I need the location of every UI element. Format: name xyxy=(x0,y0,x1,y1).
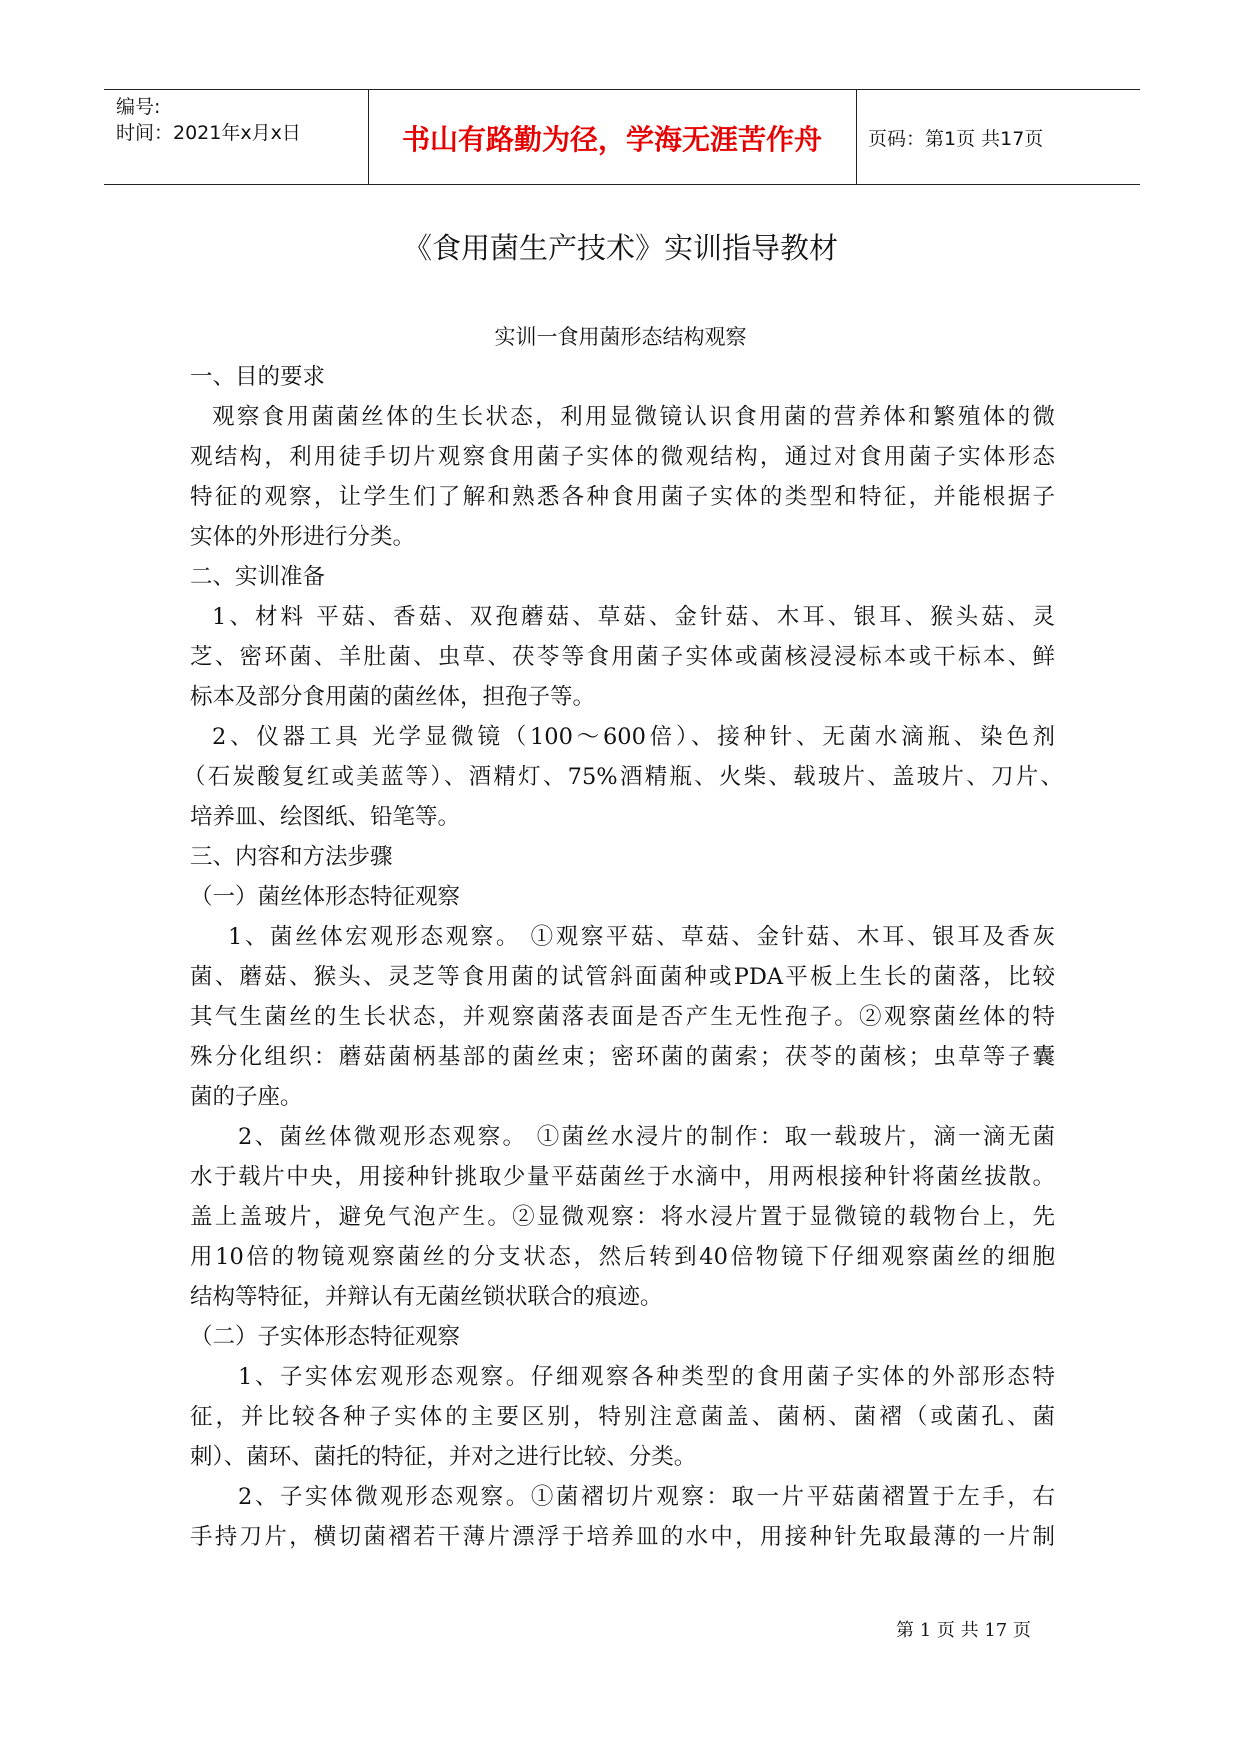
text-line: 征，并比较各种子实体的主要区别，特别注意菌盖、菌柄、菌褶（或菌孔、菌 xyxy=(190,1404,1055,1430)
heading-line: 一、目的要求 xyxy=(190,364,326,390)
header-motto-cell xyxy=(368,90,857,184)
number-label: 编号: xyxy=(116,96,161,118)
text-line: 结构等特征，并辩认有无菌丝锁状联合的痕迹。 xyxy=(190,1284,663,1310)
text-line: 其气生菌丝的生长状态，并观察菌落表面是否产生无性孢子。②观察菌丝体的特 xyxy=(190,1004,1055,1030)
page-footer: 第 1 页 共 17 页 xyxy=(896,1620,1031,1641)
text-line: 菌、蘑菇、猴头、灵芝等食用菌的试管斜面菌种或PDA平板上生长的菌落，比较 xyxy=(190,964,1055,990)
motto-text: 书山有路勤为径，学海无涯苦作舟 xyxy=(401,123,822,156)
page-info: 页码：第1页 共17页 xyxy=(868,128,1044,150)
text-line: 1、菌丝体宏观形态观察。 ①观察平菇、草菇、金针菇、木耳、银耳及香灰 xyxy=(228,924,1055,950)
text-line: （石炭酸复红或美蓝等）、酒精灯、75%酒精瓶、火柴、载玻片、盖玻片、刀片、 xyxy=(183,764,1063,790)
text-line: 芝、密环菌、羊肚菌、虫草、茯苓等食用菌子实体或菌核浸浸标本或干标本、鲜 xyxy=(190,644,1055,670)
text-line: 标本及部分食用菌的菌丝体，担孢子等。 xyxy=(190,684,596,710)
time-label: 时间：2021年x月x日 xyxy=(116,122,301,144)
document-title: 《食用菌生产技术》实训指导教材 xyxy=(402,231,838,265)
subheading-line: （一）菌丝体形态特征观察 xyxy=(190,884,461,910)
header-left-cell xyxy=(104,90,369,184)
text-line: 1、子实体宏观形态观察。仔细观察各种类型的食用菌子实体的外部形态特 xyxy=(238,1364,1055,1390)
text-line: 刺）、菌环、菌托的特征，并对之进行比较、分类。 xyxy=(190,1444,697,1470)
text-line: 1、材料 平菇、香菇、双孢蘑菇、草菇、金针菇、木耳、银耳、猴头菇、灵 xyxy=(212,604,1055,630)
text-line: 殊分化组织：蘑菇菌柄基部的菌丝束；密环菌的菌索；茯苓的菌核；虫草等子囊 xyxy=(190,1044,1055,1070)
text-line: 特征的观察，让学生们了解和熟悉各种食用菌子实体的类型和特征，并能根据子 xyxy=(190,484,1055,510)
section-title: 实训一食用菌形态结构观察 xyxy=(494,325,747,349)
header-page-cell xyxy=(856,90,1140,184)
text-line: 用10倍的物镜观察菌丝的分支状态，然后转到40倍物镜下仔细观察菌丝的细胞 xyxy=(190,1244,1055,1270)
text-line: 2、子实体微观形态观察。①菌褶切片观察：取一片平菇菌褶置于左手，右 xyxy=(238,1484,1055,1510)
text-line: 盖上盖玻片，避免气泡产生。②显微观察：将水浸片置于显微镜的载物台上，先 xyxy=(190,1204,1055,1230)
text-line: 手持刀片，横切菌褶若干薄片漂浮于培养皿的水中，用接种针先取最薄的一片制 xyxy=(190,1524,1055,1550)
text-line: 2、仪器工具 光学显微镜（100～600倍）、接种针、无菌水滴瓶、染色剂 xyxy=(212,724,1055,750)
header-table xyxy=(104,89,1140,185)
text-line: 水于载片中央，用接种针挑取少量平菇菌丝于水滴中，用两根接种针将菌丝拔散。 xyxy=(190,1164,1055,1190)
subheading-line: （二）子实体形态特征观察 xyxy=(190,1324,461,1350)
text-line: 菌的子座。 xyxy=(190,1084,303,1110)
heading-line: 二、实训准备 xyxy=(190,564,326,590)
text-line: 实体的外形进行分类。 xyxy=(190,524,416,550)
text-line: 培养皿、绘图纸、铅笔等。 xyxy=(190,804,461,830)
heading-line: 三、内容和方法步骤 xyxy=(190,844,393,870)
text-line: 观察食用菌菌丝体的生长状态，利用显微镜认识食用菌的营养体和繁殖体的微 xyxy=(212,404,1055,430)
text-line: 观结构，利用徒手切片观察食用菌子实体的微观结构，通过对食用菌子实体形态 xyxy=(190,444,1055,470)
text-line: 2、菌丝体微观形态观察。 ①菌丝水浸片的制作：取一载玻片，滴一滴无菌 xyxy=(238,1124,1055,1150)
